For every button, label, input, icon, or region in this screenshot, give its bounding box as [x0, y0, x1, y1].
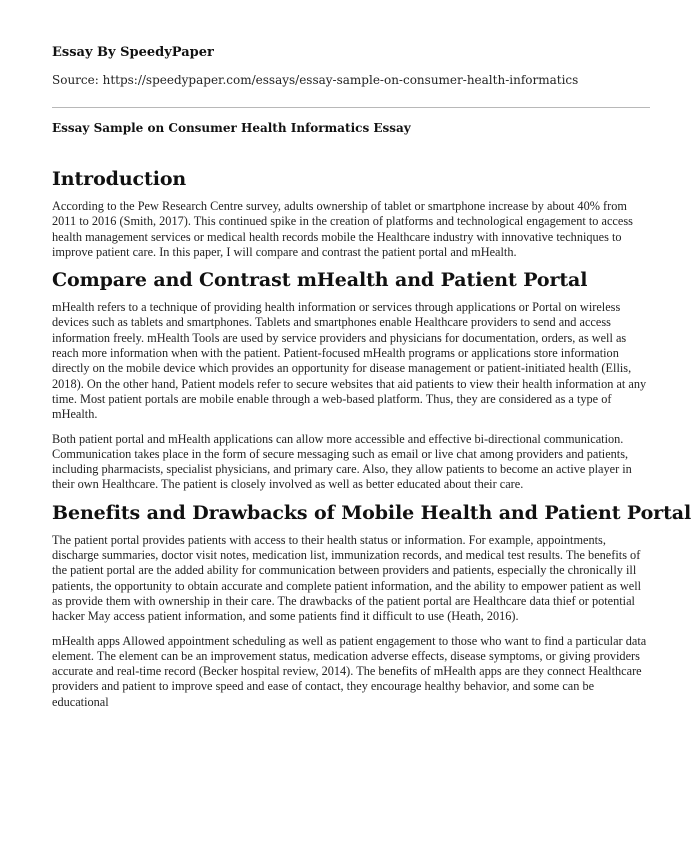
source-line: Source: https://speedypaper.com/essays/essay-sample-on-consumer-health-informatics: [52, 73, 579, 87]
section-heading: Compare and Contrast mHealth and Patient Portal: [52, 269, 588, 292]
essay-author-header: Essay By SpeedyPaper: [52, 45, 214, 60]
document-title: Essay Sample on Consumer Health Informatics Essay: [52, 121, 411, 135]
section-benefits-drawbacks: [52, 501, 692, 710]
section-heading: Benefits and Drawbacks of Mobile Health and Patient Portal: [52, 501, 692, 524]
paragraph: mHealth refers to a technique of providing health information or services through applications or Portal on wireless devices such as tablets and smartphones. Tablets and smartphones enable Healthcare providers to send and access information freely. mHealth Tools are used by service providers and physicians for documentation, orders, as well as reach more information when with the patient. Patient-focused mHealth programs or applications store information directly on the mobile device which provides an opportunity for disease management or patient-initiated health (Ellis, 2018). On the other hand, Patient models refer to secure websites that aid patients to view their health information at any time. Most patient portals are mobile enable through a web-based platform. Thus, they are considered as a type of mHealth.: [52, 300, 647, 422]
paragraph: Both patient portal and mHealth applications can allow more accessible and effective bi-directional communication. Communication takes place in the form of secure messaging such as email or live chat among providers and patients, including pharmacists, specialist physicians, and primary care. Also, they allow patients to become an active player in their own Healthcare. The patient is closely involved as well as better educated about their care.: [52, 431, 632, 492]
paragraph: The patient portal provides patients with access to their health status or information. For example, appointments, discharge summaries, doctor visit notes, medication list, immunization records, and medical test results. The benefits of the patient portal are the added ability for communication between providers and patients, especially the chronically ill patients, the opportunity to obtain accurate and complete patient information, and the ability to empower patient as well as provide them with ownership in their care. The drawbacks of the patient portal are Healthcare data thief or potential hacker May access patient information, and some patients find it difficult to use (Heath, 2016).: [52, 532, 642, 624]
essay-body: [52, 168, 692, 719]
section-introduction: [52, 168, 652, 260]
header-divider: [52, 107, 650, 108]
section-heading: Introduction: [52, 168, 187, 190]
paragraph: mHealth apps Allowed appointment scheduling as well as patient engagement to those who want to find a particular data element. The element can be an improvement status, medication adverse effects, disease symptoms, or giving providers accurate and real-time record (Becker hospital review, 2014). The benefits of mHealth apps are they connect Healthcare providers and patient to improve speed and ease of contact, they encourage healthy behavior, and some can be educational: [52, 633, 647, 709]
paragraph: According to the Pew Research Centre survey, adults ownership of tablet or smartphone increase by about 40% from 2011 to 2016 (Smith, 2017). This continued spike in the creation of platforms and technological engagement to access health management services or medical health records mobile the Healthcare industry with innovative techniques to improve patient care. In this paper, I will compare and contrast the patient portal and mHealth.: [52, 199, 633, 259]
section-compare-contrast: [52, 269, 652, 493]
